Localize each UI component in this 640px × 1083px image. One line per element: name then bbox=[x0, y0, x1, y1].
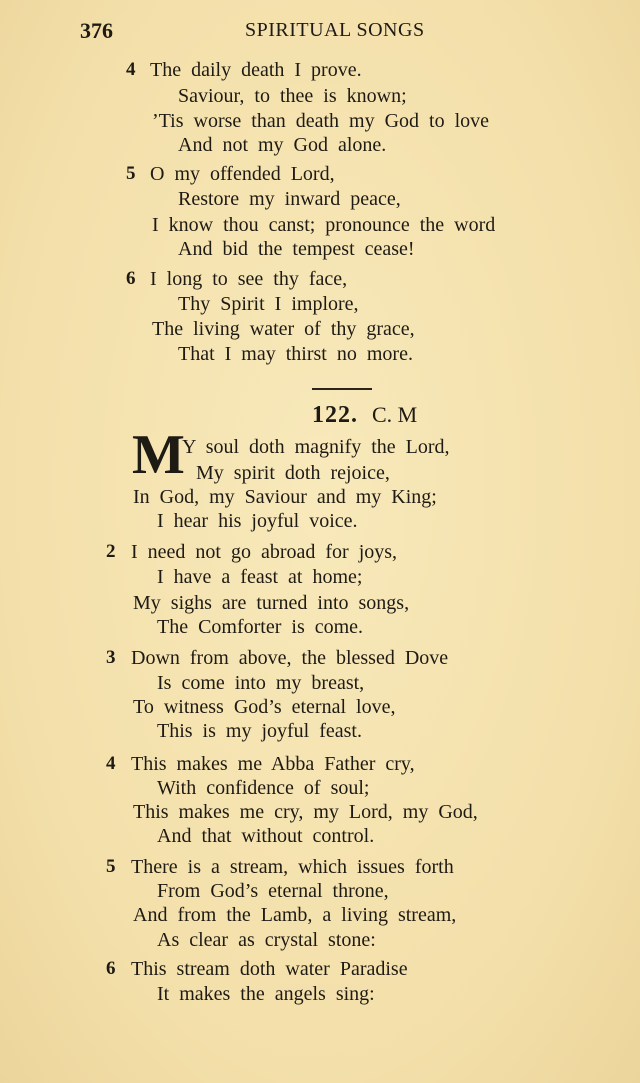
stanza-number: 2 bbox=[106, 541, 116, 562]
verse-line: From God’s eternal throne, bbox=[157, 880, 389, 902]
verse-line: This is my joyful feast. bbox=[157, 720, 362, 742]
verse-line: Restore my inward peace, bbox=[178, 188, 401, 210]
verse-line: My sighs are turned into songs, bbox=[133, 592, 410, 614]
page-number: 376 bbox=[80, 18, 113, 43]
verse-line: This makes me cry, my Lord, my God, bbox=[133, 801, 478, 823]
verse-line: I need not go abroad for joys, bbox=[131, 541, 398, 563]
verse-line: And bid the tempest cease! bbox=[178, 238, 415, 260]
hymn-number: 122. bbox=[312, 402, 358, 428]
verse-line: Is come into my breast, bbox=[157, 672, 365, 694]
verse-line: Down from above, the blessed Dove bbox=[131, 647, 449, 669]
verse-line: To witness God’s eternal love, bbox=[133, 696, 396, 718]
stanza-number: 4 bbox=[106, 753, 116, 774]
hymn-meter: C. M bbox=[372, 402, 418, 427]
verse-line: The living water of thy grace, bbox=[152, 318, 415, 340]
stanza-number: 4 bbox=[126, 59, 136, 80]
stanza-number: 6 bbox=[126, 268, 136, 289]
section-divider bbox=[312, 388, 372, 390]
verse-line: I have a feast at home; bbox=[157, 566, 363, 588]
stanza-number: 5 bbox=[106, 856, 116, 877]
hymn-title bbox=[312, 402, 417, 429]
verse-line: I long to see thy face, bbox=[150, 268, 348, 290]
verse-line: In God, my Saviour and my King; bbox=[133, 486, 437, 508]
running-title: SPIRITUAL SONGS bbox=[245, 19, 425, 41]
verse-line: And that without control. bbox=[157, 825, 375, 847]
verse-line: ’Tis worse than death my God to love bbox=[152, 110, 490, 132]
verse-line: And not my God alone. bbox=[178, 134, 387, 156]
verse-line: That I may thirst no more. bbox=[178, 343, 413, 365]
verse-line: Y soul doth magnify the Lord, bbox=[182, 436, 450, 458]
verse-line: My spirit doth rejoice, bbox=[196, 462, 390, 484]
verse-line: O my offended Lord, bbox=[150, 163, 335, 185]
stanza-number: 5 bbox=[126, 163, 136, 184]
verse-line: There is a stream, which issues forth bbox=[131, 856, 454, 878]
verse-line: This stream doth water Paradise bbox=[131, 958, 408, 980]
verse-line: I hear his joyful voice. bbox=[157, 510, 358, 532]
verse-line: With confidence of soul; bbox=[157, 777, 370, 799]
verse-line: The Comforter is come. bbox=[157, 616, 364, 638]
verse-line: The daily death I prove. bbox=[150, 59, 362, 81]
stanza-number: 6 bbox=[106, 958, 116, 979]
verse-line: This makes me Abba Father cry, bbox=[131, 753, 415, 775]
verse-line: I know thou canst; pronounce the word bbox=[152, 214, 496, 236]
verse-line: It makes the angels sing: bbox=[157, 983, 375, 1005]
drop-cap: M bbox=[132, 424, 185, 486]
stanza-number: 3 bbox=[106, 647, 116, 668]
verse-line: And from the Lamb, a living stream, bbox=[133, 904, 457, 926]
verse-line: Saviour, to thee is known; bbox=[178, 85, 407, 107]
verse-line: Thy Spirit I implore, bbox=[178, 293, 359, 315]
verse-line: As clear as crystal stone: bbox=[157, 929, 376, 951]
